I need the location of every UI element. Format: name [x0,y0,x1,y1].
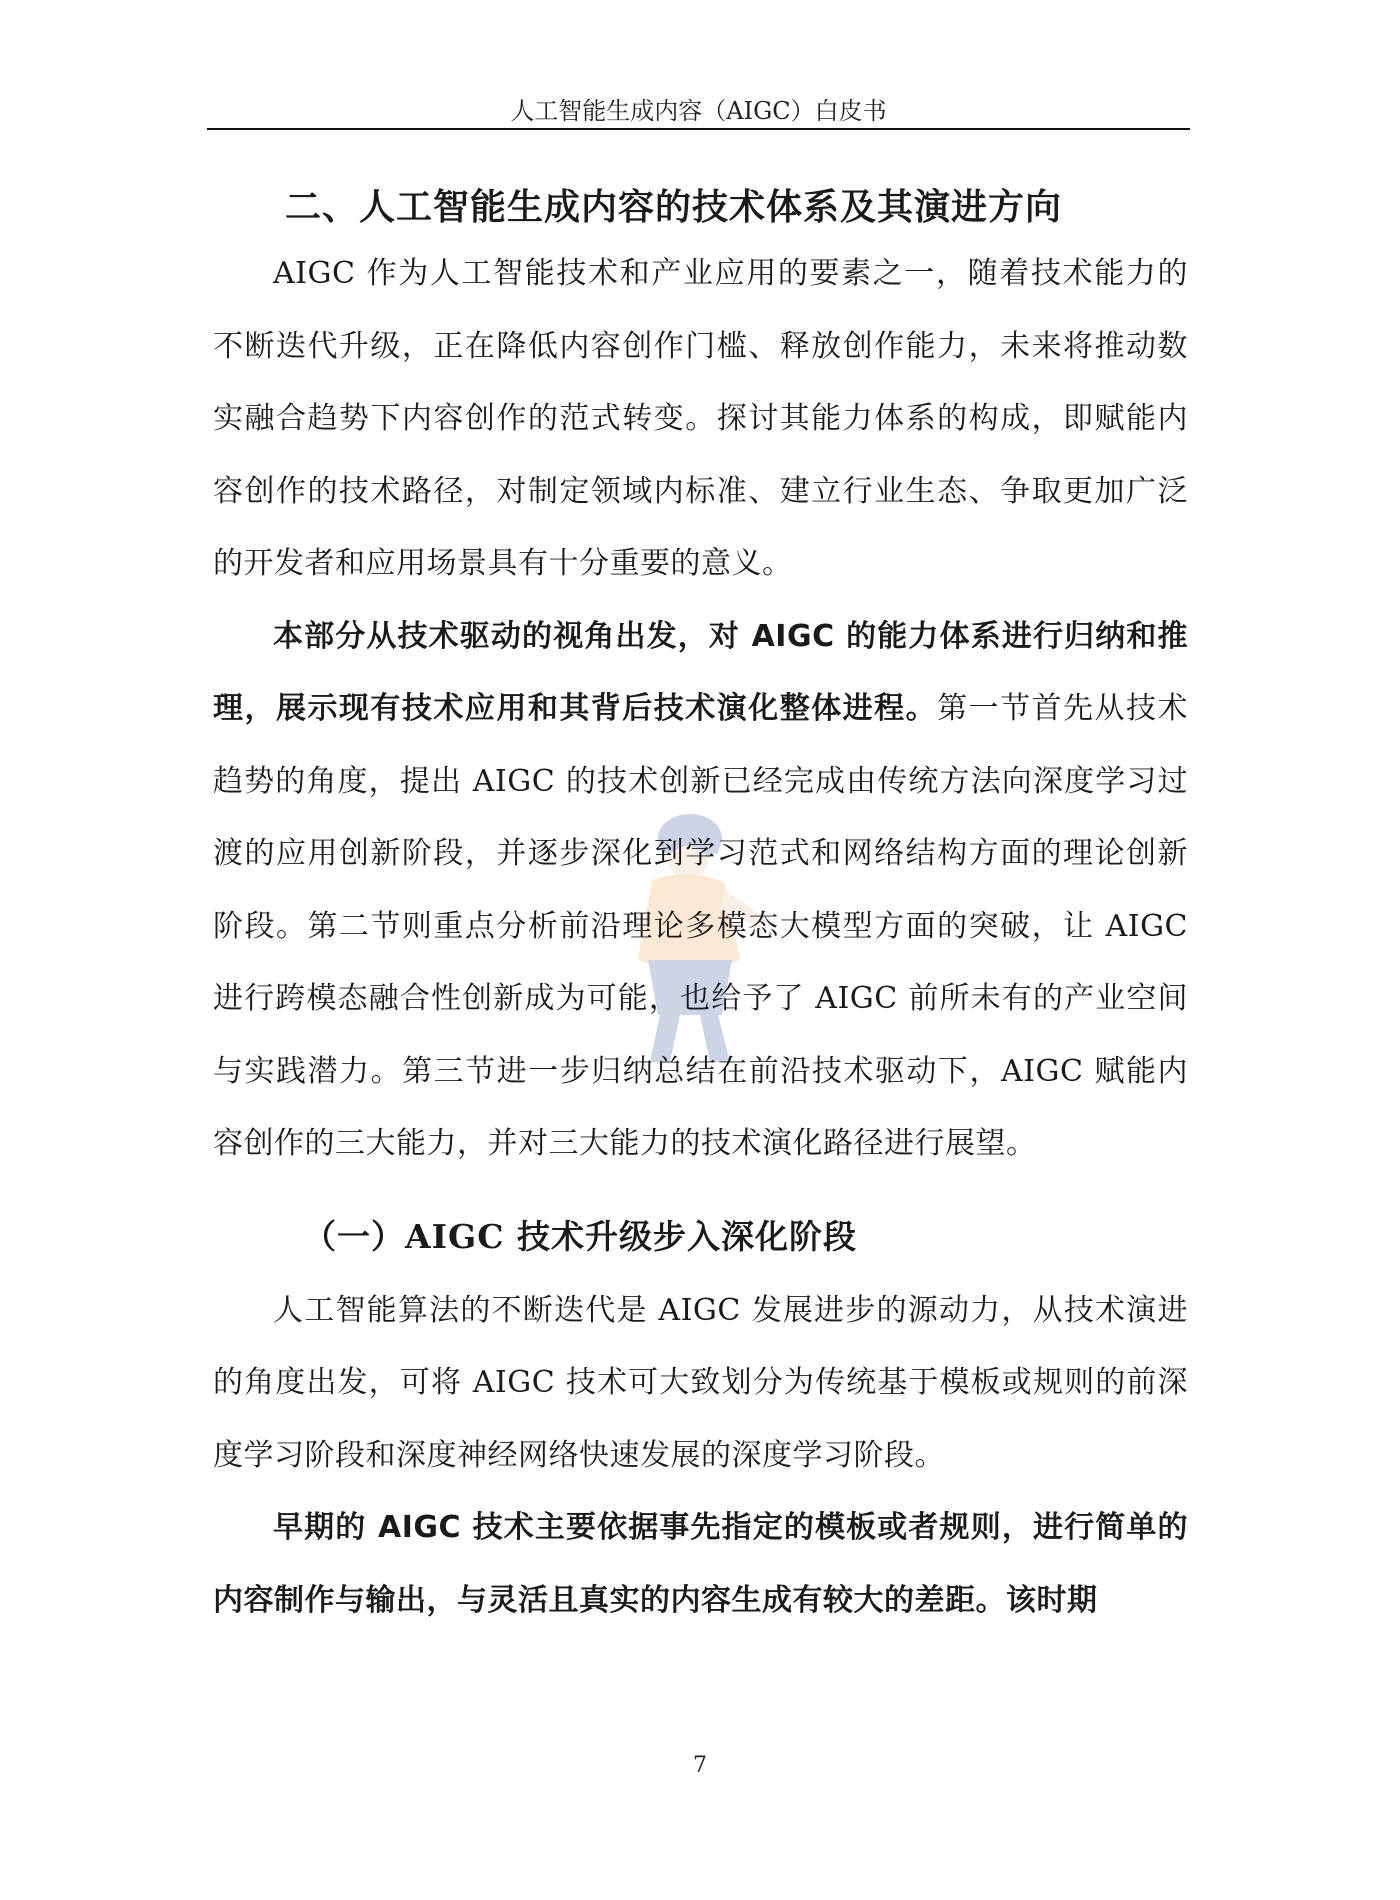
emphasized-text: 本部分从技术驱动的视角出发，对 AIGC 的能力体系进行归纳和推理，展示现有技术应用和其背后技术演化整体进程。 [213,618,1188,726]
paragraph-intro: AIGC 作为人工智能技术和产业应用的要素之一，随着技术能力的不断迭代升级，正在降低内容创作门槛、释放创作能力，未来将推动数实融合趋势下内容创作的范式转变。探讨其能力体系的构成，即赋能内容创作的技术路径，对制定领域内标准、建立行业生态、争取更加广泛的开发者和应用场景具有十分重要的意义。 [213,256,1188,581]
main-content [213,178,1188,1637]
subsection-title: （一）AIGC 技术升级步入深化阶段 [303,1216,857,1256]
header-divider [207,128,1190,130]
paragraph-overview [213,601,1188,1181]
running-header: 人工智能生成内容（AIGC）白皮书 [510,97,887,125]
page-number: 7 [693,1753,707,1778]
paragraph-text: 第一节首先从技术趋势的角度，提出 AIGC 的技术创新已经完成由传统方法向深度学习过渡的应用创新阶段，并逐步深化到学习范式和网络结构方面的理论创新阶段。第二节则重点分析前沿理论多模态大模型方面的突破，让 AIGC 进行跨模态融合性创新成为可能，也给予了 AIGC 前所未有的产业空间与实践潜力。第三节进一步归纳总结在前沿技术驱动下，AIGC 赋能内容创作的三大能力，并对三大能力的技术演化路径进行展望。 [213,691,1189,1161]
paragraph-early-stage: 早期的 AIGC 技术主要依据事先指定的模板或者规则，进行简单的内容制作与输出，与灵活且真实的内容生成有较大的差距。该时期 [213,1510,1188,1618]
section-title: 二、人工智能生成内容的技术体系及其演进方向 [285,187,1063,228]
paragraph-algorithms: 人工智能算法的不断迭代是 AIGC 发展进步的源动力，从技术演进的角度出发，可将 AIGC 技术可大致划分为传统基于模板或规则的前深度学习阶段和深度神经网络快速发展的深度学习阶段。 [213,1292,1188,1473]
